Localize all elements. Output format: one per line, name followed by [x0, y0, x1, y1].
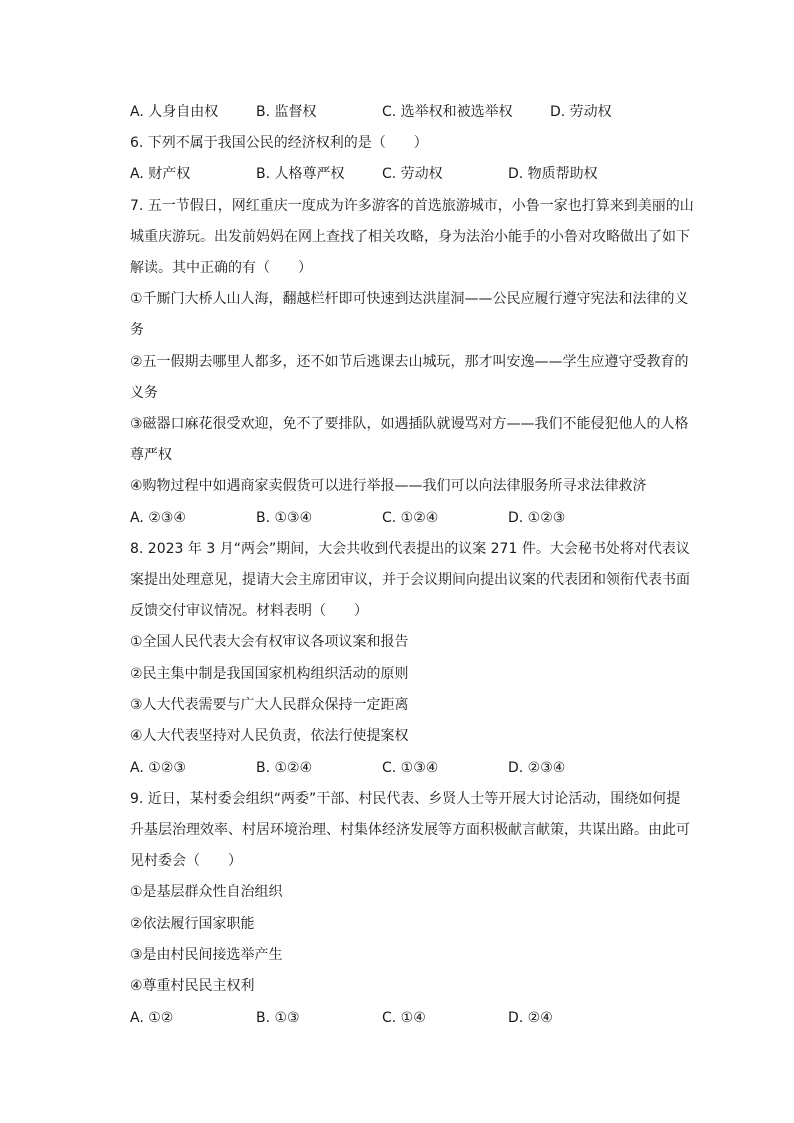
q5-option-a[interactable]: A. 人身自由权	[130, 104, 219, 120]
q6-options	[130, 163, 690, 185]
q9-options	[130, 1007, 690, 1029]
q5-option-d[interactable]: D. 劳动权	[550, 104, 612, 120]
q9-stem-line: 见村委会（ ）	[130, 853, 242, 869]
q6-option-d[interactable]: D. 物质帮助权	[508, 166, 598, 182]
q7-stem-line: 解读。其中正确的有（ ）	[130, 260, 312, 276]
q6-option-c[interactable]: C. 劳动权	[382, 166, 443, 182]
q9-stem-line: 9. 近日，某村委会组织“两委”干部、村民代表、乡贤人士等开展大讨论活动，围绕如何提	[130, 791, 681, 807]
q7-statement-3-cont: 尊严权	[130, 447, 172, 463]
q8-option-d[interactable]: D. ②③④	[508, 760, 566, 776]
q5-option-c[interactable]: C. 选举权和被选举权	[382, 104, 513, 120]
q6-option-b[interactable]: B. 人格尊严权	[256, 166, 345, 182]
q7-option-b[interactable]: B. ①③④	[256, 510, 313, 526]
q6-stem: 6. 下列不属于我国公民的经济权利的是（ ）	[130, 135, 428, 151]
q9-statement-2: ②依法履行国家职能	[130, 916, 255, 932]
q7-option-d[interactable]: D. ①②③	[508, 510, 566, 526]
q8-option-b[interactable]: B. ①②④	[256, 760, 313, 776]
q7-stem-line: 城重庆游玩。出发前妈妈在网上查找了相关攻略，身为法治小能手的小鲁对攻略做出了如下	[130, 229, 690, 245]
q7-stem-line: 7. 五一节假日，网红重庆一度成为许多游客的首选旅游城市，小鲁一家也打算来到美丽的山	[130, 198, 694, 214]
q5-options	[130, 101, 690, 123]
q8-option-c[interactable]: C. ①③④	[382, 760, 439, 776]
q9-statement-1: ①是基层群众性自治组织	[130, 884, 283, 900]
q9-option-d[interactable]: D. ②④	[508, 1010, 553, 1026]
q8-statement-1: ①全国人民代表大会有权审议各项议案和报告	[130, 634, 409, 650]
q8-options	[130, 757, 690, 779]
q9-statement-3: ③是由村民间接选举产生	[130, 947, 283, 963]
q9-stem-line: 升基层治理效率、村居环境治理、村集体经济发展等方面积极献言献策，共谋出路。由此可	[130, 822, 690, 838]
q7-options	[130, 507, 690, 529]
q7-statement-4: ④购物过程中如遇商家卖假货可以进行举报——我们可以向法律服务所寻求法律救济	[130, 478, 647, 494]
q8-option-a[interactable]: A. ①②③	[130, 760, 186, 776]
q7-statement-1-cont: 务	[130, 322, 144, 338]
q7-option-c[interactable]: C. ①②④	[382, 510, 439, 526]
q8-statement-4: ④人大代表坚持对人民负责，依法行使提案权	[130, 728, 409, 744]
q7-statement-2: ②五一假期去哪里人都多，还不如节后逃课去山城玩，那才叫安逸——学生应遵守受教育的	[130, 354, 689, 370]
q7-option-a[interactable]: A. ②③④	[130, 510, 186, 526]
q8-statement-2: ②民主集中制是我国国家机构组织活动的原则	[130, 666, 409, 682]
q9-statement-4: ④尊重村民民主权利	[130, 978, 255, 994]
q5-option-b[interactable]: B. 监督权	[256, 104, 317, 120]
q9-option-a[interactable]: A. ①②	[130, 1010, 174, 1026]
q9-option-b[interactable]: B. ①③	[256, 1010, 300, 1026]
q6-option-a[interactable]: A. 财产权	[130, 166, 191, 182]
q8-stem-line: 8. 2023 年 3 月“两会”期间，大会共收到代表提出的议案 271 件。大会秘书处将对代表议	[130, 541, 690, 557]
q8-stem-line: 案提出处理意见，提请大会主席团审议，并于会议期间向提出议案的代表团和领衔代表书面	[130, 572, 690, 588]
q7-statement-2-cont: 义务	[130, 385, 158, 401]
q8-stem-line: 反馈交付审议情况。材料表明（ ）	[130, 603, 368, 619]
q8-statement-3: ③人大代表需要与广大人民群众保持一定距离	[130, 697, 409, 713]
q9-option-c[interactable]: C. ①④	[382, 1010, 426, 1026]
q7-statement-3: ③磁器口麻花很受欢迎，免不了要排队，如遇插队就谩骂对方——我们不能侵犯他人的人格	[130, 416, 689, 432]
q7-statement-1: ①千厮门大桥人山人海，翻越栏杆即可快速到达洪崖洞——公民应履行遵守宪法和法律的义	[130, 291, 689, 307]
